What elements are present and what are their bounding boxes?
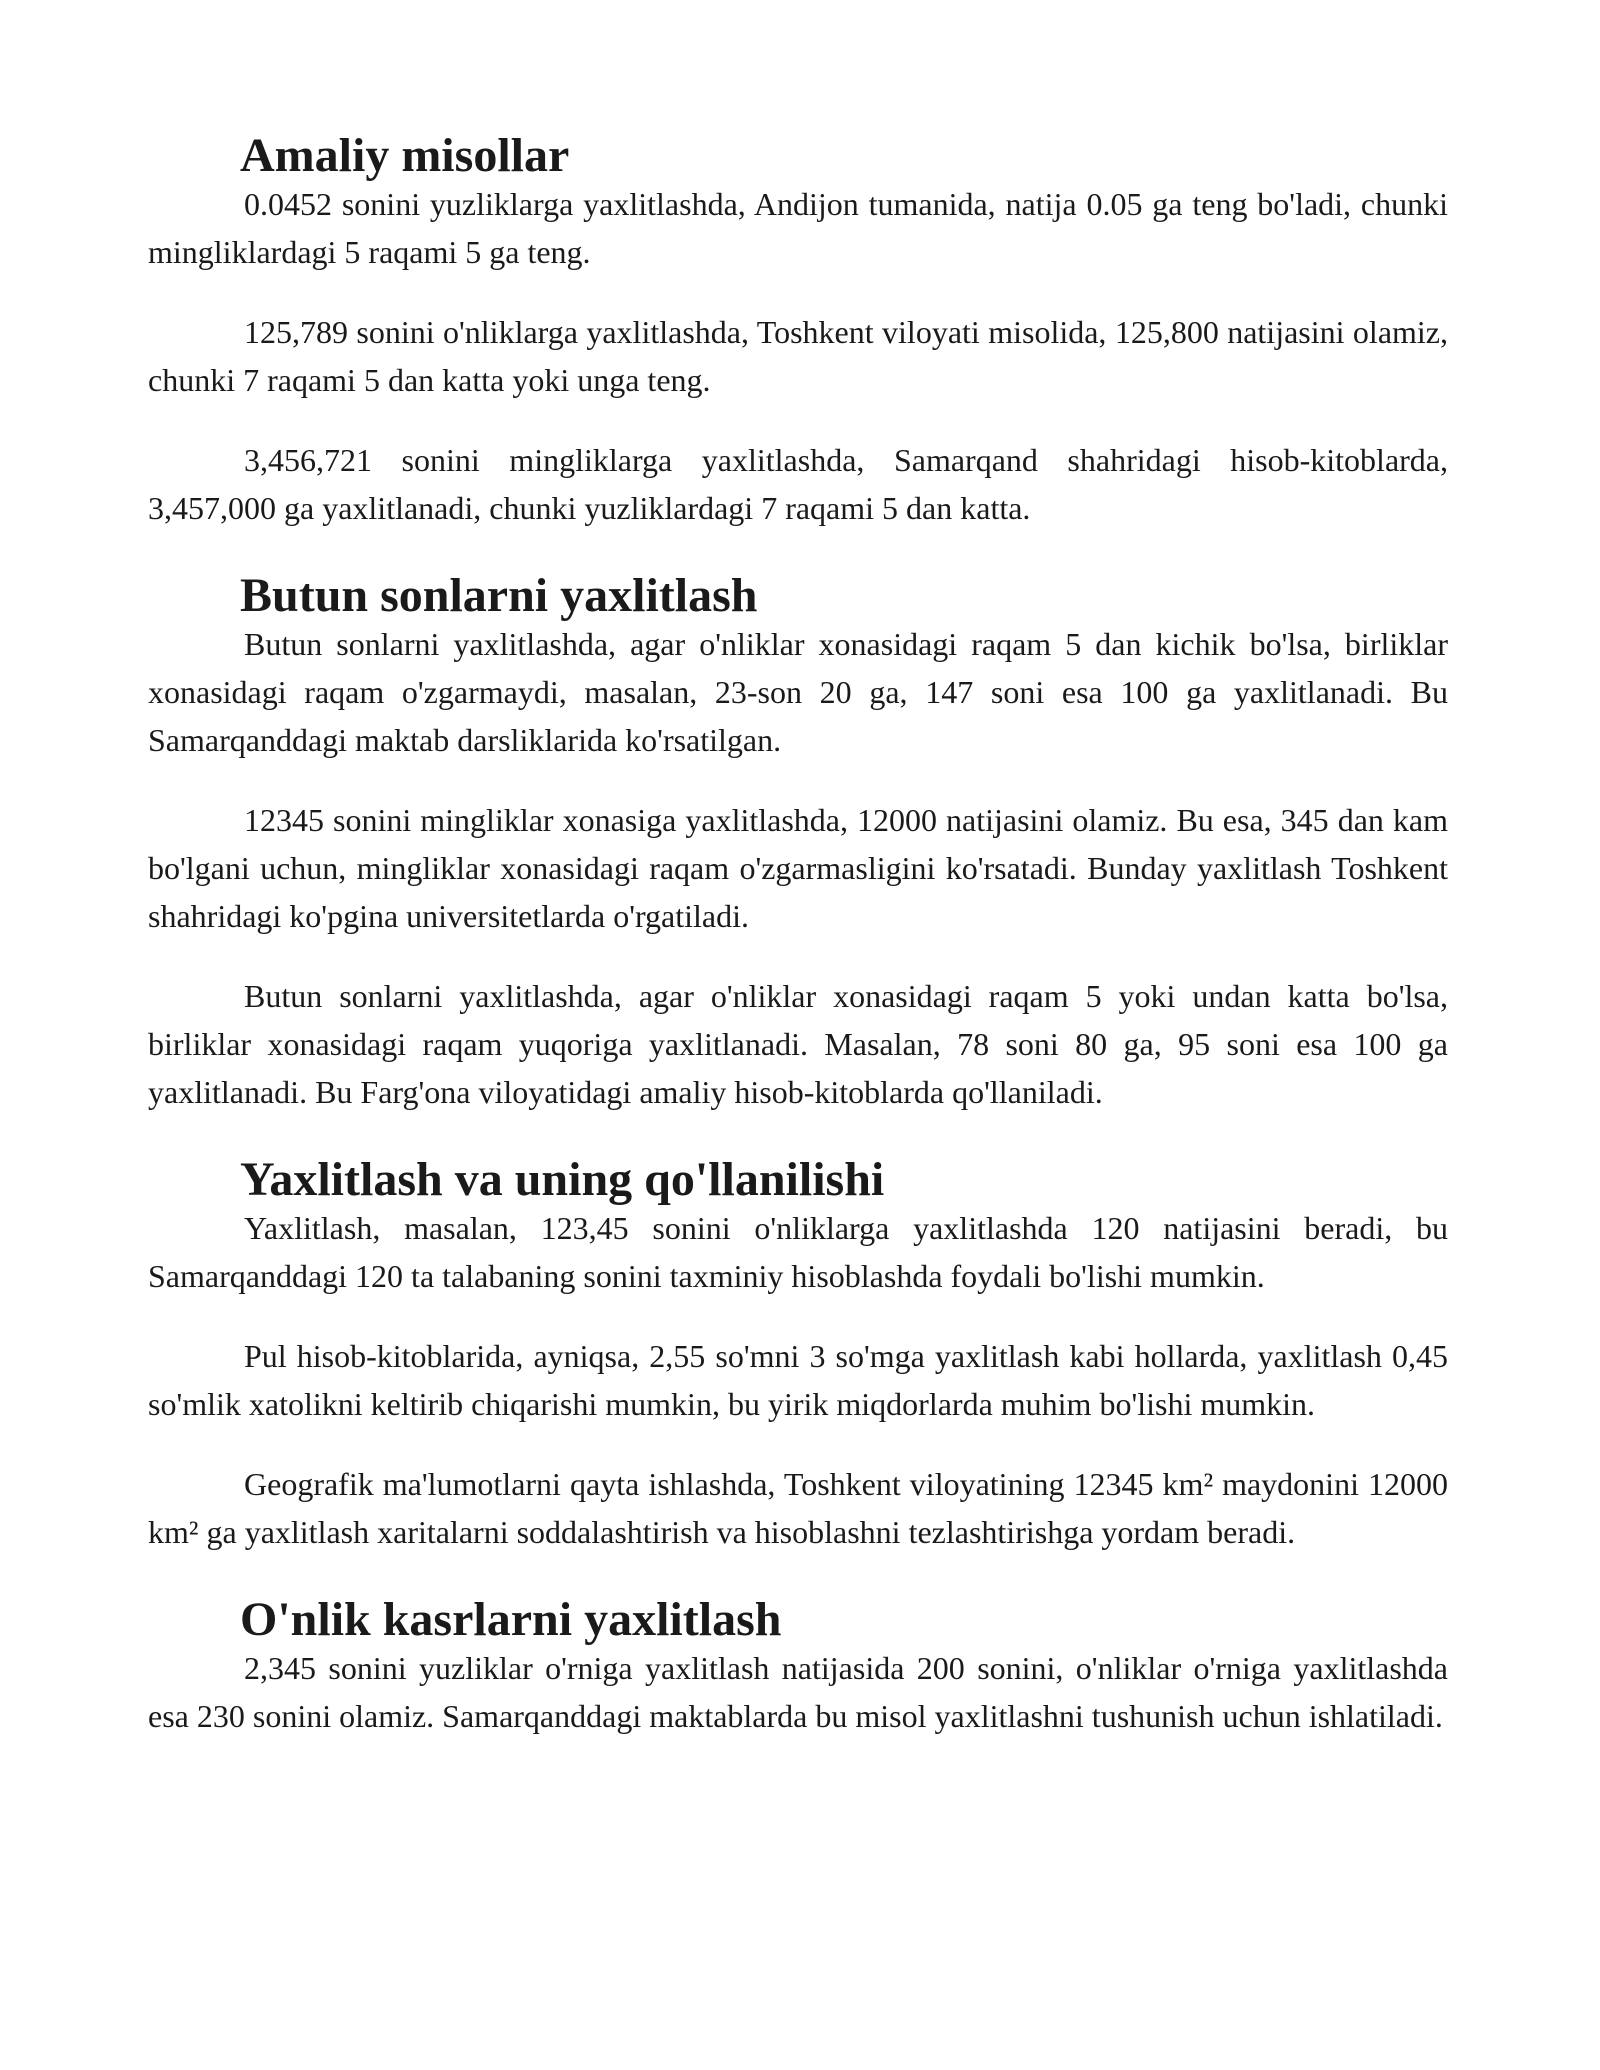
paragraph: Yaxlitlash, masalan, 123,45 sonini o'nliklarga yaxlitlashda 120 natijasini beradi, bu Samarqanddagi 120 ta talabaning sonini taxminiy hisoblashda foydali bo'lishi mumkin. xyxy=(148,1210,1448,1294)
section-yaxlitlash-qollanilishi xyxy=(148,1153,1448,1556)
section-heading: Yaxlitlash va uning qo'llanilishi xyxy=(240,1153,885,1206)
section-butun-sonlarni-yaxlitlash xyxy=(148,569,1448,1116)
paragraph: 0.0452 sonini yuzliklarga yaxlitlashda, Andijon tumanida, natija 0.05 ga teng bo'ladi, chunki mingliklardagi 5 raqami 5 ga teng. xyxy=(148,186,1448,270)
section-onlik-kasrlarni-yaxlitlash xyxy=(148,1593,1448,1740)
section-heading: Amaliy misollar xyxy=(240,129,570,182)
paragraph: Butun sonlarni yaxlitlashda, agar o'nliklar xonasidagi raqam 5 dan kichik bo'lsa, birliklar xonasidagi raqam o'zgarmaydi, masalan, 23-son 20 ga, 147 soni esa 100 ga yaxlitlanadi. Bu Samarqanddagi maktab darsliklarida ko'rsatilgan. xyxy=(148,626,1448,758)
paragraph: Geografik ma'lumotlarni qayta ishlashda, Toshkent viloyatining 12345 km² maydonini 12000 km² ga yaxlitlash xaritalarni soddalashtirish va hisoblashni tezlashtirishga yordam beradi. xyxy=(148,1466,1448,1550)
section-heading: O'nlik kasrlarni yaxlitlash xyxy=(240,1593,782,1646)
section-amaliy-misollar xyxy=(148,129,1448,532)
paragraph: 12345 sonini mingliklar xonasiga yaxlitlashda, 12000 natijasini olamiz. Bu esa, 345 dan kam bo'lgani uchun, mingliklar xonasidagi raqam o'zgarmasligini ko'rsatadi. Bunday yaxlitlash Toshkent shahridagi ko'pgina universitetlarda o'rgatiladi. xyxy=(148,802,1448,934)
paragraph: Butun sonlarni yaxlitlashda, agar o'nliklar xonasidagi raqam 5 yoki undan katta bo'lsa, birliklar xonasidagi raqam yuqoriga yaxlitlanadi. Masalan, 78 soni 80 ga, 95 soni esa 100 ga yaxlitlanadi. Bu Farg'ona viloyatidagi amaliy hisob-kitoblarda qo'llaniladi. xyxy=(148,978,1448,1110)
document-body xyxy=(148,129,1448,1780)
paragraph: Pul hisob-kitoblarida, ayniqsa, 2,55 so'mni 3 so'mga yaxlitlash kabi hollarda, yaxlitlash 0,45 so'mlik xatolikni keltirib chiqarishi mumkin, bu yirik miqdorlarda muhim bo'lishi mumkin. xyxy=(148,1338,1448,1422)
paragraph: 2,345 sonini yuzliklar o'rniga yaxlitlash natijasida 200 sonini, o'nliklar o'rniga yaxlitlashda esa 230 sonini olamiz. Samarqanddagi maktablarda bu misol yaxlitlashni tushunish uchun ishlatiladi. xyxy=(148,1650,1448,1734)
section-heading: Butun sonlarni yaxlitlash xyxy=(240,569,758,622)
paragraph: 3,456,721 sonini mingliklarga yaxlitlashda, Samarqand shahridagi hisob-kitoblarda, 3,457,000 ga yaxlitlanadi, chunki yuzliklardagi 7 raqami 5 dan katta. xyxy=(148,442,1448,526)
paragraph: 125,789 sonini o'nliklarga yaxlitlashda, Toshkent viloyati misolida, 125,800 natijasini olamiz, chunki 7 raqami 5 dan katta yoki unga teng. xyxy=(148,314,1448,398)
